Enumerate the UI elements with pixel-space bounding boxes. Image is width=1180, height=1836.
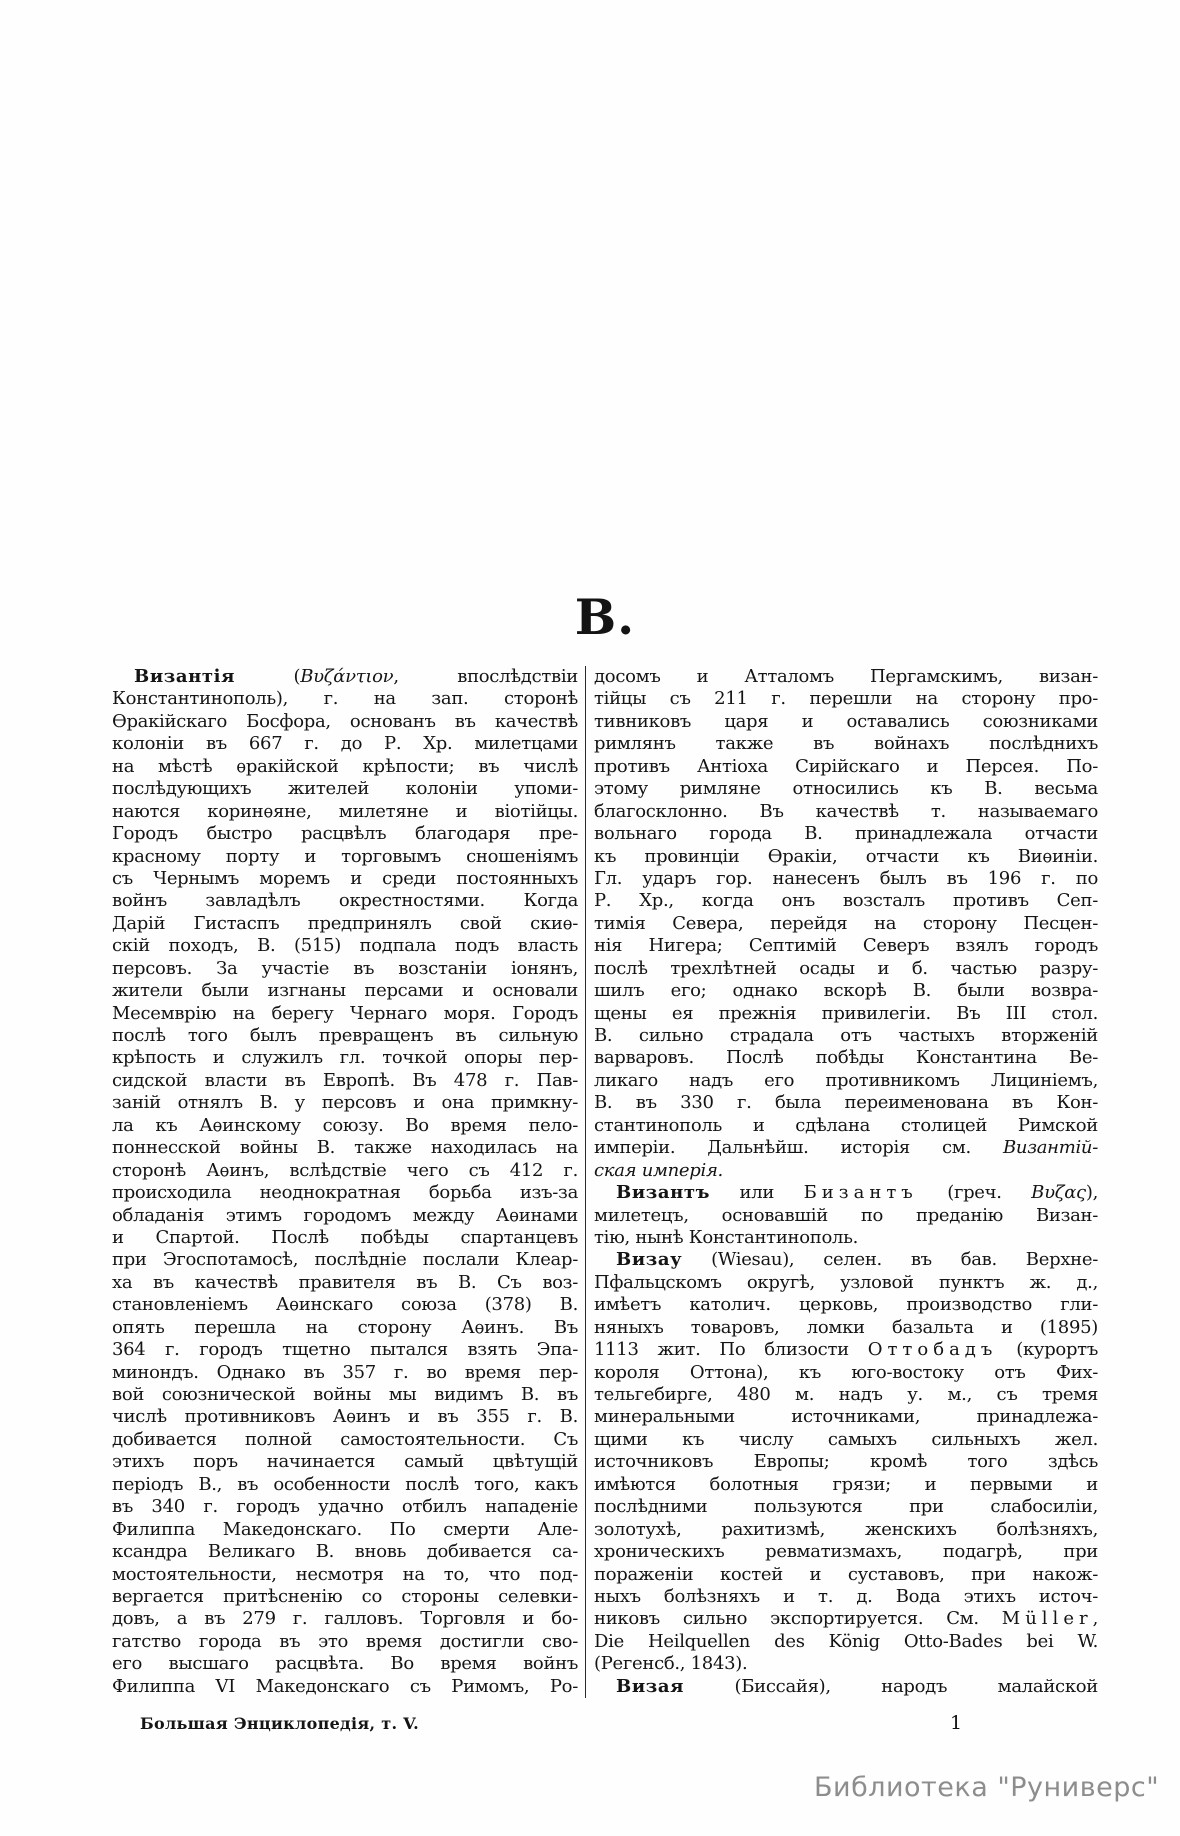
text-line: опять перешла на сторону Аѳинъ. Въ: [112, 1316, 578, 1338]
text-line: вольнаго города В. принадлежала отчасти: [594, 823, 1098, 845]
text-line: минеральными источниками, принадлежа-: [594, 1406, 1098, 1428]
text-line: имѣются болотныя грязи; и первыми и: [594, 1473, 1098, 1495]
text-line: съ Чернымъ моремъ и среди постоянныхъ: [112, 867, 578, 889]
text-line: ксандра Великаго В. вновь добивается са-: [112, 1541, 578, 1563]
text-line: довъ, а въ 279 г. галловъ. Торговля и бо-: [112, 1608, 578, 1630]
text-line: къ провинціи Ѳракіи, отчасти къ Виѳиніи.: [594, 845, 1098, 867]
text-line: милетецъ, основавшій по преданію Визан-: [594, 1204, 1098, 1226]
text-line: при Эгоспотамосѣ, послѣдніе послали Клеар-: [112, 1249, 578, 1271]
text-line: Дарій Гистаспъ предпринялъ свой скиѳ-: [112, 912, 578, 934]
text-line: 1113 жит. По близости Оттобадъ (курортъ: [594, 1339, 1098, 1361]
text-line: ла къ Аѳинскому союзу. Во время пело-: [112, 1114, 578, 1136]
text-line: благосклонно. Въ качествѣ т. называемаго: [594, 800, 1098, 822]
text-column-right: [594, 666, 1098, 1698]
text-line: 364 г. городъ тщетно пытался взять Эпа-: [112, 1339, 578, 1361]
text-line: щены ея прежнія привилегіи. Въ III стол.: [594, 1002, 1098, 1024]
text-column-left: [112, 666, 578, 1698]
text-line: Византія (Βυζάντιον, впослѣдствіи: [134, 666, 578, 687]
text-line: варваровъ. Послѣ побѣды Константина Ве-: [594, 1047, 1098, 1069]
text-line: стантинополь и сдѣлана столицей Римской: [594, 1114, 1098, 1136]
library-watermark: Библиотека "Руниверс": [814, 1772, 1160, 1803]
text-line: Визая (Биссайя), народъ малайской: [616, 1675, 1098, 1697]
text-line: Р. Хр., когда онъ возсталъ противъ Сеп-: [594, 890, 1098, 912]
text-line: никовъ сильно экспортируется. См. Müller,: [594, 1608, 1098, 1630]
text-line: этихъ поръ начинается самый цвѣтущій: [112, 1451, 578, 1473]
page-number: 1: [950, 1712, 963, 1734]
section-letter-heading: В.: [574, 588, 636, 646]
text-line: вой союзнической войны мы видимъ В. въ: [112, 1384, 578, 1405]
text-line: сидской власти въ Европѣ. Въ 478 г. Пав-: [112, 1069, 578, 1091]
text-line: тельгебирге, 480 м. надъ у. м., съ тремя: [594, 1384, 1098, 1405]
text-line: колоніи въ 667 г. до Р. Хр. милетцами: [112, 733, 578, 755]
text-line: числѣ противниковъ Аѳинъ и въ 355 г. В.: [112, 1406, 578, 1428]
text-line: тимія Севера, перейдя на сторону Песцен-: [594, 912, 1098, 934]
text-line: щими къ числу самыхъ сильныхъ жел.: [594, 1428, 1098, 1450]
footer-imprint: Большая Энциклопедія, т. V.: [140, 1714, 420, 1733]
text-line: происходила неоднократная борьба изъ-за: [112, 1182, 578, 1204]
text-line: красному порту и торговымъ сношеніямъ: [112, 845, 578, 867]
text-line: Die Heilquellen des König Otto-Bades bei W.: [594, 1630, 1098, 1652]
text-line: тійцы съ 211 г. перешли на сторону про-: [594, 688, 1098, 710]
text-line: его высшаго расцвѣта. Во время войнъ: [112, 1653, 578, 1675]
text-line: періодъ В., въ особенности послѣ того, какъ: [112, 1473, 578, 1495]
text-line: тивниковъ царя и оставались союзниками: [594, 710, 1098, 732]
text-line: источниковъ Европы; кромѣ того здѣсь: [594, 1451, 1098, 1473]
text-line: Филиппа VI Македонскаго съ Римомъ, Ро-: [112, 1675, 578, 1697]
text-line: обладанія этимъ городомъ между Аѳинами: [112, 1204, 578, 1226]
text-line: вергается притѣсненію со стороны селевки-: [112, 1585, 578, 1607]
text-line: имѣетъ католич. церковь, производство гли-: [594, 1294, 1098, 1316]
text-line: послѣдними пользуются при слабосиліи,: [594, 1496, 1098, 1518]
text-columns: [112, 666, 1098, 1698]
text-line: гатство города въ это время достигли сво-: [112, 1630, 578, 1652]
text-line: на мѣстѣ ѳракійской крѣпости; въ числѣ: [112, 755, 578, 777]
text-line: ская имперія.: [594, 1159, 723, 1181]
text-line: и Спартой. Послѣ побѣды спартанцевъ: [112, 1226, 578, 1248]
text-line: Константинополь), г. на зап. сторонѣ: [112, 688, 578, 710]
text-line: мостоятельности, несмотря на то, что под-: [112, 1563, 578, 1585]
text-line: Ѳракійскаго Босфора, основанъ въ качествѣ: [112, 710, 578, 732]
column-divider-rule: [585, 666, 586, 1698]
text-line: В. въ 330 г. была переименована въ Кон-: [594, 1092, 1098, 1114]
text-line: поннесской войны В. также находилась на: [112, 1137, 578, 1159]
text-line: персовъ. За участіе въ возстаніи іонянъ,: [112, 957, 578, 979]
text-line: въ 340 г. городъ удачно отбилъ нападеніе: [112, 1496, 578, 1518]
text-line: няныхъ товаровъ, ломки базальта и (1895): [594, 1316, 1098, 1338]
text-line: крѣпость и служилъ гл. точкой опоры пер-: [112, 1047, 578, 1069]
text-line: заній отнялъ В. у персовъ и она примкну-: [112, 1092, 578, 1114]
text-line: (Регенсб., 1843).: [594, 1653, 748, 1675]
text-line: хроническихъ ревматизмахъ, подагрѣ, при: [594, 1541, 1098, 1563]
text-line: короля Оттона), къ юго-востоку отъ Фих-: [594, 1361, 1098, 1383]
text-line: Месемврію на берегу Чернаго моря. Городъ: [112, 1002, 578, 1024]
text-line: римлянъ также въ войнахъ послѣднихъ: [594, 733, 1098, 755]
text-line: становленіемъ Аѳинскаго союза (378) В.: [112, 1294, 578, 1316]
text-line: этому римляне относились къ В. весьма: [594, 778, 1098, 800]
text-line: Визау (Wiesau), селен. въ бав. Верхне-: [616, 1249, 1098, 1271]
text-line: послѣ трехлѣтней осады и б. частью разру-: [594, 957, 1098, 979]
text-line: Пфальцскомъ округѣ, узловой пунктъ ж. д.,: [594, 1271, 1098, 1293]
text-line: нія Нигера; Септимій Северъ взялъ городъ: [594, 935, 1098, 957]
text-line: послѣдующихъ жителей колоніи упоми-: [112, 778, 578, 800]
text-line: шилъ его; однако вскорѣ В. были возвра-: [594, 980, 1098, 1002]
text-line: досомъ и Атталомъ Пергамскимъ, визан-: [594, 666, 1098, 687]
text-line: войнъ завладѣлъ окрестностями. Когда: [112, 890, 578, 912]
text-line: В. сильно страдала отъ частыхъ вторженій: [594, 1025, 1098, 1046]
text-line: добивается полной самостоятельности. Съ: [112, 1428, 578, 1450]
text-line: наются коринѳяне, милетяне и віотійцы.: [112, 800, 578, 822]
text-line: противъ Антіоха Сирійскаго и Персея. По-: [594, 755, 1098, 777]
text-line: золотухѣ, рахитизмѣ, женскихъ болѣзняхъ,: [594, 1518, 1098, 1540]
text-line: тію, нынѣ Константинополь.: [594, 1226, 859, 1248]
text-line: Византъ или Бизантъ (греч. Βυζας),: [616, 1182, 1098, 1204]
text-line: Городъ быстро расцвѣлъ благодаря пре-: [112, 823, 578, 845]
text-line: ликаго надъ его противникомъ Лициніемъ,: [594, 1069, 1098, 1091]
text-line: Гл. ударъ гор. нанесенъ былъ въ 196 г. по: [594, 867, 1098, 889]
text-line: Филиппа Македонскаго. По смерти Але-: [112, 1518, 578, 1540]
text-line: пораженіи костей и суставовъ, при накож-: [594, 1563, 1098, 1585]
text-line: имперіи. Дальнѣйш. исторія см. Византій-: [594, 1137, 1098, 1159]
text-line: скій походъ, В. (515) подпала подъ власть: [112, 935, 578, 957]
text-line: ха въ качествѣ правителя въ В. Съ воз-: [112, 1271, 578, 1293]
text-line: жители были изгнаны персами и основали: [112, 980, 578, 1002]
text-line: сторонѣ Аѳинъ, вслѣдствіе чего съ 412 г.: [112, 1159, 578, 1181]
text-line: ныхъ болѣзняхъ и т. д. Вода этихъ источ-: [594, 1585, 1098, 1607]
text-line: минондъ. Однако въ 357 г. во время пер-: [112, 1361, 578, 1383]
text-line: послѣ того былъ превращенъ въ сильную: [112, 1025, 578, 1046]
